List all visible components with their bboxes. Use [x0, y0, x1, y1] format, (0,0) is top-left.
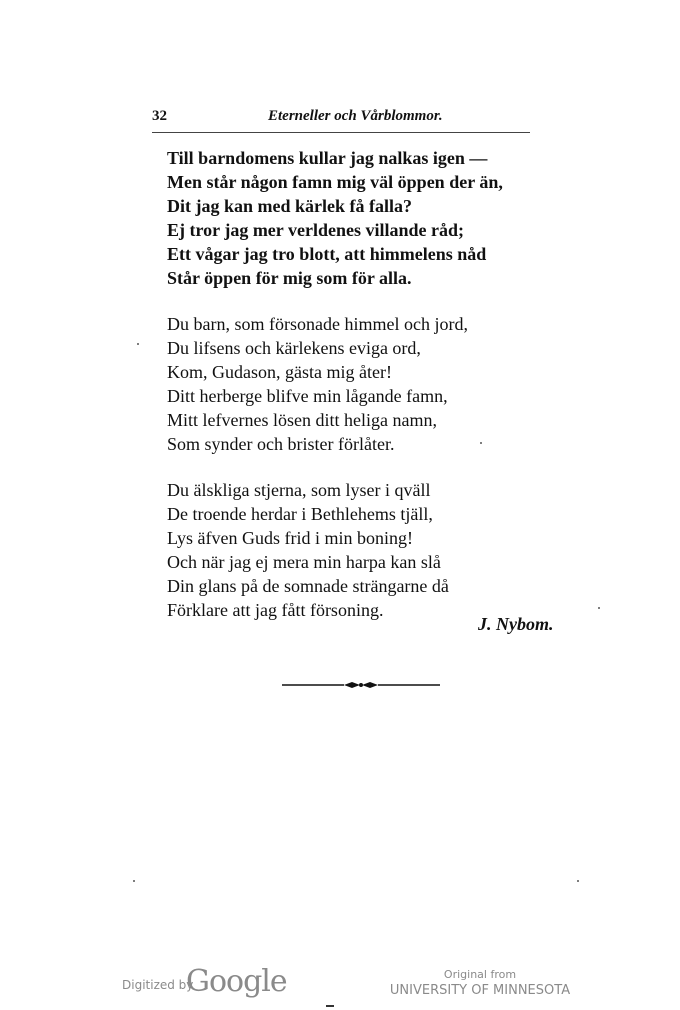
print-speck	[480, 442, 482, 444]
original-source-credit	[388, 968, 572, 1000]
poem-line: Men står någon famn mig väl öppen der än,	[167, 172, 503, 192]
poem-line: Ett vågar jag tro blott, att himmelens nåd	[167, 244, 487, 264]
original-from-label: Original from	[443, 968, 517, 981]
poem-line: Du barn, som försonade himmel och jord,	[167, 314, 468, 334]
print-speck	[137, 343, 139, 345]
poem-line: Står öppen för mig som för alla.	[167, 268, 412, 288]
poem-line: Ditt herberge blifve min lågande famn,	[167, 386, 448, 406]
stanza-2	[167, 312, 587, 456]
poem-line: Din glans på de somnade strängarne då	[167, 576, 449, 596]
poem-line: Kom, Gudason, gästa mig åter!	[167, 362, 392, 382]
poem-line: Du älskliga stjerna, som lyser i qväll	[167, 480, 431, 500]
poem-line: Som synder och brister förlåter.	[167, 434, 395, 454]
poem-line: Dit jag kan med kärlek få falla?	[167, 196, 412, 216]
stanza-3	[167, 478, 587, 622]
page-number: 32	[152, 108, 167, 124]
running-title: Eterneller och Vårblommor.	[268, 108, 443, 124]
digitized-by-label: Digitized by	[122, 978, 194, 992]
author-signature: J. Nybom.	[478, 614, 554, 634]
print-speck	[577, 880, 579, 882]
bottom-mark	[326, 1005, 334, 1007]
google-logo: Google	[186, 964, 287, 999]
poem-line: Och när jag ej mera min harpa kan slå	[167, 552, 441, 572]
poem-line: Ej tror jag mer verldenes villande råd;	[167, 220, 464, 240]
poem-line: Förklare att jag fått försoning.	[167, 600, 384, 620]
page-header	[152, 108, 572, 130]
poem-line: Mitt lefvernes lösen ditt heliga namn,	[167, 410, 437, 430]
poem-line: Du lifsens och kärlekens eviga ord,	[167, 338, 421, 358]
poem-line: Lys äfven Guds frid i min boning!	[167, 528, 413, 548]
institution-name: UNIVERSITY OF MINNESOTA	[389, 983, 571, 998]
print-speck	[133, 880, 135, 882]
poem	[167, 146, 587, 644]
poem-line: Till barndomens kullar jag nalkas igen —	[167, 148, 488, 168]
print-speck	[598, 607, 600, 609]
ornamental-rule-icon	[282, 677, 440, 693]
header-rule	[152, 132, 530, 133]
stanza-1	[167, 146, 587, 290]
poem-line: De troende herdar i Bethlehems tjäll,	[167, 504, 433, 524]
